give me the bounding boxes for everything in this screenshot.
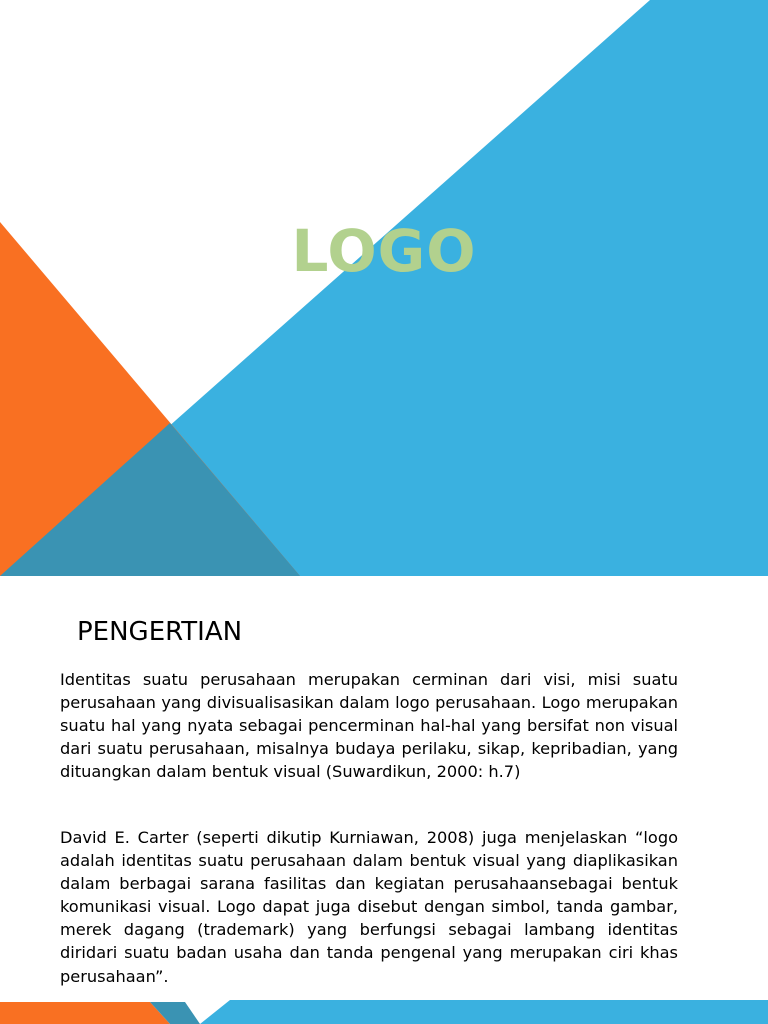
definition-paragraph-1: Identitas suatu perusahaan merupakan cerminan dari visi, misi suatu perusahaan yang divisualisasikan dalam logo perusahaan. Logo merupakan suatu hal yang nyata sebagai pencerminan hal-hal yang bersifat non visual dari suatu perusahaan, misalnya budaya perilaku, sikap, kepribadian, yang dituangkan dalam bentuk visual (Suwardikun, 2000: h.7) [60, 670, 678, 782]
definition-paragraph-2: David E. Carter (seperti dikutip Kurniawan, 2008) juga menjelaskan “logo adalah identitas suatu perusahaan dalam bentuk visual yang diaplikasikan dalam berbagai sarana fasilitas dan kegiatan perusahaansebagai bentuk komunikasi visual. Logo dapat juga disebut dengan simbol, tanda gambar, merek dagang (trademark) yang berfungsi sebagai lambang identitas diridari suatu badan usaha dan tanda pengenal yang merupakan ciri khas perusahaan”. [60, 828, 678, 986]
content-slide [0, 576, 768, 1024]
bottom-orange-corner-shape [0, 1002, 170, 1024]
slide-title: LOGO [291, 217, 477, 285]
bottom-blue-corner-shape [200, 1000, 768, 1024]
section-heading: PENGERTIAN [77, 617, 243, 647]
